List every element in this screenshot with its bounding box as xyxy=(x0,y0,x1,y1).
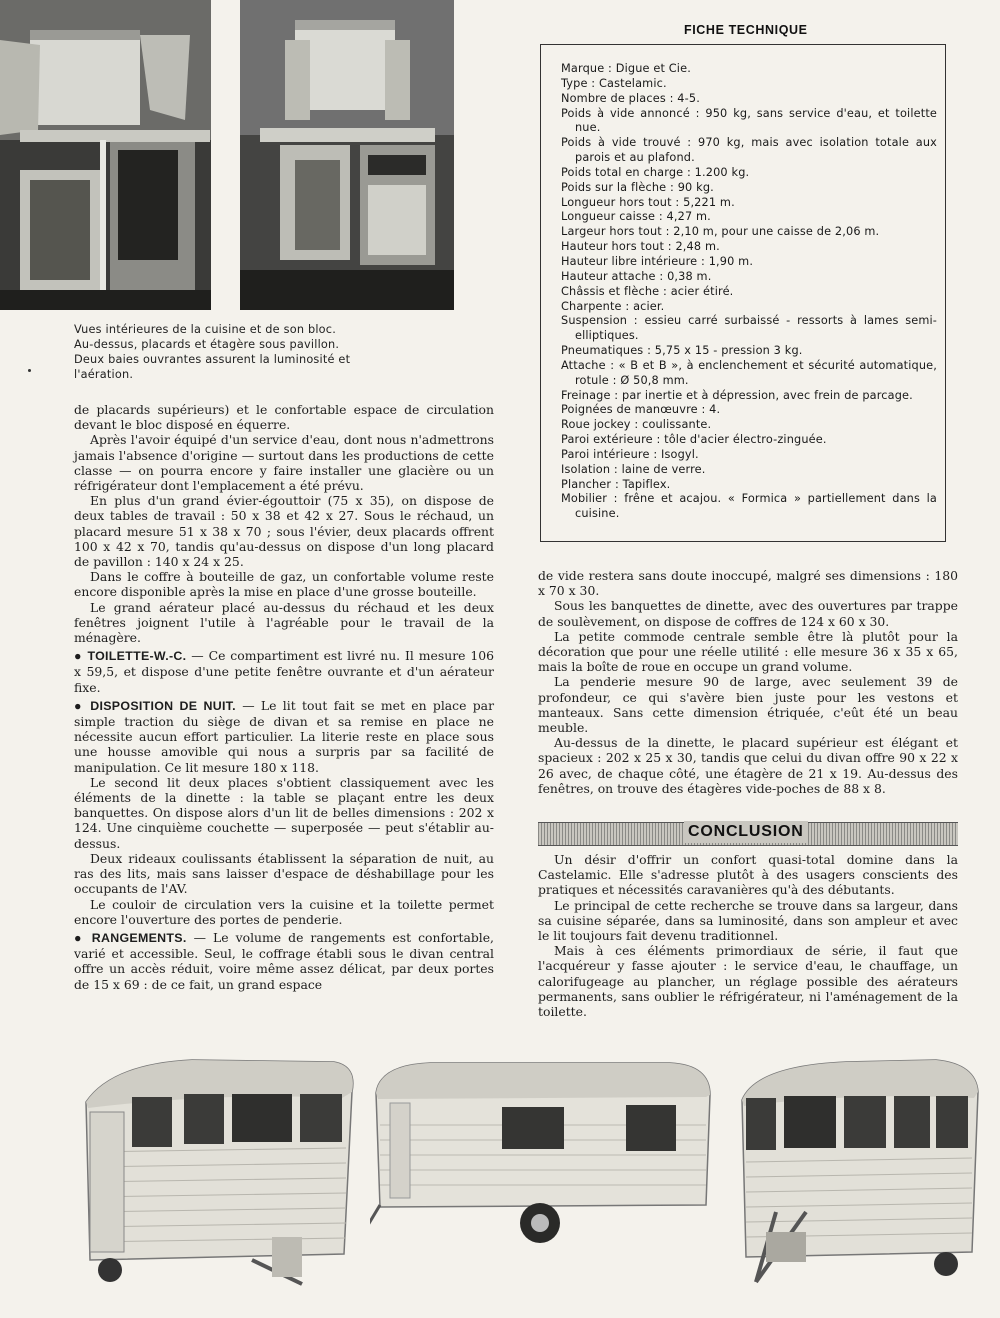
spec-line: Paroi extérieure : tôle d'acier électro-zinguée. xyxy=(561,433,827,447)
section-heading: ● DISPOSITION DE NUIT. xyxy=(74,698,236,713)
section-toilette xyxy=(74,648,494,695)
paragraph: Deux rideaux coulissants établissent la séparation de nuit, au ras des lits, mais sans laisser d'espace de déshabillage pour les occupants de l'AV. xyxy=(74,850,494,897)
left-column xyxy=(74,402,494,992)
spec-line: Poignées de manœuvre : 4. xyxy=(561,403,721,417)
paragraph: En plus d'un grand évier-égouttoir (75 x 35), on dispose de deux tables de travail : 50 x 38 et 42 x 27. Sous le réchaud, un placard mesure 51 x 38 x 70 ; sous l'évier, deux placards offrent 100 x 42 x 70, tandis qu'au-dessus on dispose d'un long placard de pavillon : 140 x 24 x 25. xyxy=(74,493,494,570)
paragraph: Dans le coffre à bouteille de gaz, un confortable volume reste encore disponible après la mise en place d'une grosse bouteille. xyxy=(74,569,494,600)
spec-line: Longueur caisse : 4,27 m. xyxy=(561,210,711,224)
paragraph: Un désir d'offrir un confort quasi-total domine dans la Castelamic. Elle s'adresse plutôt à des usagers conscients des pratiques et nécessités caravanières qu'à des débutants. xyxy=(538,852,958,898)
paragraph: La penderie mesure 90 de large, avec seulement 39 de profondeur, ce qui s'avère bien juste pour les vestons et manteaux. Sans cette dimension étriquée, c'eût été un beau meuble. xyxy=(538,674,958,736)
section-text: — Ce compartiment est livré nu. Il mesure 106 x 59,5, et dispose d'une petite fenêtre ouvrante et d'un aérateur fixe. xyxy=(74,648,494,695)
right-column xyxy=(538,568,958,796)
section-text: — Le volume de rangements est confortable, varié et accessible. Seul, le coffrage établi sous le divan central offre un accès réduit, voire même assez délicat, par deux portes de 15 x 69 : de ce fait, un grand espace xyxy=(74,929,494,992)
spec-line: Suspension : essieu carré surbaissé - ressorts à lames semi-elliptiques. xyxy=(561,314,937,343)
conclusion-text xyxy=(538,852,958,1019)
spec-line: Attache : « B et B », à enclenchement et sécurité automatique, rotule : Ø 50,8 mm. xyxy=(561,358,937,387)
margin-mark xyxy=(28,369,31,372)
spec-line: Isolation : laine de verre. xyxy=(561,462,706,476)
paragraph: Le grand aérateur placé au-dessus du réchaud et les deux fenêtres joignent l'utile à l'agréable pour le travail de la ménagère. xyxy=(74,599,494,646)
spec-line: Roue jockey : coulissante. xyxy=(561,418,712,432)
caption-line: Au-dessus, placards et étagère sous pavillon. xyxy=(74,338,340,351)
paragraph: Mais à ces éléments primordiaux de série, il faut que l'acquéreur y fasse ajouter : le service d'eau, le chauffage, un calorifugeage au plancher, un réglage possible des aérateurs permanents, sans oublier le réfrigérateur, ni l'aménagement de la toilette. xyxy=(538,943,958,1020)
spec-line: Paroi intérieure : Isogyl. xyxy=(561,447,699,461)
spec-line: Hauteur hors tout : 2,48 m. xyxy=(561,240,720,254)
section-nuit xyxy=(74,698,494,775)
paragraph: de placards supérieurs) et le confortable espace de circulation devant le bloc disposé en équerre. xyxy=(74,402,494,433)
spec-line: Longueur hors tout : 5,221 m. xyxy=(561,195,735,209)
fiche-title: FICHE TECHNIQUE xyxy=(684,23,808,37)
paragraph: Le second lit deux places s'obtient classiquement avec les éléments de la dinette : la table se plaçant entre les deux banquettes. On dispose alors d'un lit de belles dimensions : 202 x 124. Une cinquième couchette — superposée — peut s'établir au-dessus. xyxy=(74,774,494,851)
spec-line: Nombre de places : 4-5. xyxy=(561,91,700,105)
section-heading: ● TOILETTE-W.-C. xyxy=(74,649,187,664)
spec-line: Freinage : par inertie et à dépression, avec frein de parcage. xyxy=(561,388,913,402)
caption-line: l'aération. xyxy=(74,368,134,381)
kitchen-photo-left xyxy=(0,0,211,310)
section-heading: ● RANGEMENTS. xyxy=(74,930,187,945)
caravan-photo-side xyxy=(370,1055,716,1255)
spec-line: Châssis et flèche : acier étiré. xyxy=(561,284,734,298)
spec-line: Charpente : acier. xyxy=(561,299,665,313)
spec-line: Plancher : Tapiflex. xyxy=(561,477,671,491)
spec-line: Poids à vide annoncé : 950 kg, sans service d'eau, et toilette nue. xyxy=(561,106,937,135)
paragraph: Sous les banquettes de dinette, avec des ouvertures par trappe de soulèvement, on dispose de coffres de 124 x 60 x 30. xyxy=(538,598,958,629)
caravan-photo-front xyxy=(736,1052,986,1292)
section-text: — Le lit tout fait se met en place par simple traction du siège de divan et sa remise en place ne nécessite aucun effort particulier. La literie reste en place sous une housse amovible qui nous a surpris par sa facilité de manipulation. Ce lit mesure 180 x 118. xyxy=(74,697,494,775)
kitchen-photo-right xyxy=(240,0,454,310)
paragraph: Après l'avoir équipé d'un service d'eau, dont nous n'admettrons jamais l'absence d'origine — surtout dans les productions de cette classe — on pourra encore y faire installer une glacière ou un réfrigérateur dont l'emplacement a été prévu. xyxy=(74,432,494,494)
paragraph: La petite commode centrale semble être là plutôt pour la décoration que pour une réelle utilité : elle mesure 36 x 35 x 65, mais la boîte de roue en occupe un grand volume. xyxy=(538,628,958,675)
spec-line: Hauteur libre intérieure : 1,90 m. xyxy=(561,254,754,268)
caption-line: Vues intérieures de la cuisine et de son bloc. xyxy=(74,323,336,336)
photo-caption xyxy=(74,322,394,382)
spec-line: Poids sur la flèche : 90 kg. xyxy=(561,180,714,194)
spec-line: Largeur hors tout : 2,10 m, pour une caisse de 2,06 m. xyxy=(561,225,880,239)
paragraph: Au-dessus de la dinette, le placard supérieur est élégant et spacieux : 202 x 25 x 30, tandis que celui du divan offre 90 x 22 x 26 avec, de chaque côté, une étagère de 21 x 19. Au-dessus des fenêtres, on trouve des étagères vide-poches de 88 x 8. xyxy=(538,735,958,796)
spec-line: Hauteur attache : 0,38 m. xyxy=(561,269,712,283)
spec-line: Poids total en charge : 1.200 kg. xyxy=(561,165,750,179)
spec-line: Marque : Digue et Cie. xyxy=(561,62,691,75)
conclusion-heading: CONCLUSION xyxy=(684,821,808,843)
paragraph: Le couloir de circulation vers la cuisine et la toilette permet encore l'ouverture des portes de penderie. xyxy=(74,896,494,927)
spec-line: Type : Castelamic. xyxy=(561,76,667,90)
spec-line: Poids à vide trouvé : 970 kg, mais avec isolation totale aux parois et au plafond. xyxy=(561,136,937,165)
spec-line: Pneumatiques : 5,75 x 15 - pression 3 kg. xyxy=(561,344,803,358)
caravan-photo-rear xyxy=(72,1052,364,1292)
paragraph: de vide restera sans doute inoccupé, malgré ses dimensions : 180 x 70 x 30. xyxy=(538,568,958,599)
caption-line: Deux baies ouvrantes assurent la luminosité et xyxy=(74,353,351,366)
paragraph: Le principal de cette recherche se trouve dans sa largeur, dans sa cuisine séparée, dans sa luminosité, dans son ampleur et avec le lit toujours fait devenu traditionnel. xyxy=(538,897,958,944)
spec-line: Mobilier : frêne et acajou. « Formica » partiellement dans la cuisine. xyxy=(561,492,937,521)
section-rangements xyxy=(74,930,494,992)
fiche-technique-box xyxy=(540,44,946,542)
